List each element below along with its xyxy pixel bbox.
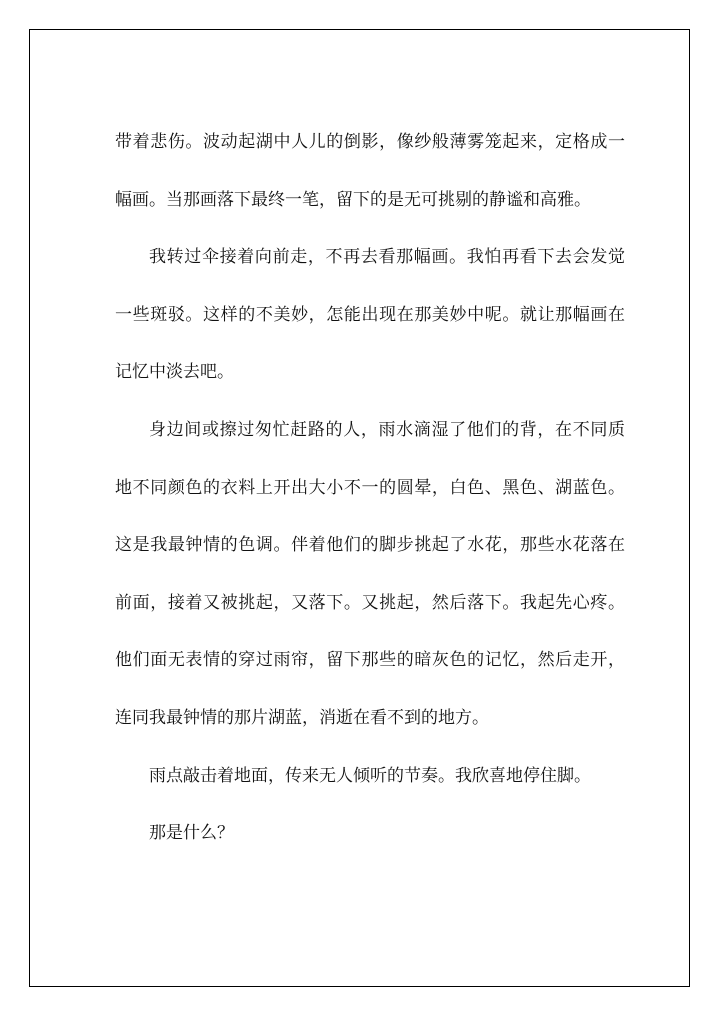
text-line-13: 那是什么？: [149, 823, 234, 844]
text-line-2: 幅画。当那画落下最终一笔，留下的是无可挑剔的静谧和高雅。: [115, 189, 591, 210]
text-line-10: 他们面无表情的穿过雨帘，留下那些的暗灰色的记忆，然后走开，: [115, 650, 625, 671]
text-line-5: 记忆中淡去吧。: [115, 362, 234, 383]
text-line-6: 身边间或擦过匆忙赶路的人，雨水滴湿了他们的背，在不同质: [149, 419, 625, 440]
text-line-11: 连同我最钟情的那片湖蓝，消逝在看不到的地方。: [115, 707, 489, 728]
text-line-3: 我转过伞接着向前走，不再去看那幅画。我怕再看下去会发觉: [149, 247, 625, 268]
text-line-12: 雨点敲击着地面，传来无人倾听的节奏。我欣喜地停住脚。: [149, 765, 591, 786]
text-line-4: 一些斑驳。这样的不美妙，怎能出现在那美妙中呢。就让那幅画在: [115, 304, 625, 325]
text-line-9: 前面，接着又被挑起，又落下。又挑起，然后落下。我起先心疼。: [115, 592, 625, 613]
document-body-text: [115, 114, 625, 863]
text-line-8: 这是我最钟情的色调。伴着他们的脚步挑起了水花，那些水花落在: [115, 535, 625, 556]
text-line-1: 带着悲伤。波动起湖中人儿的倒影，像纱般薄雾笼起来，定格成一: [115, 132, 625, 152]
text-line-7: 地不同颜色的衣料上开出大小不一的圆晕，白色、黑色、湖蓝色。: [115, 477, 625, 498]
